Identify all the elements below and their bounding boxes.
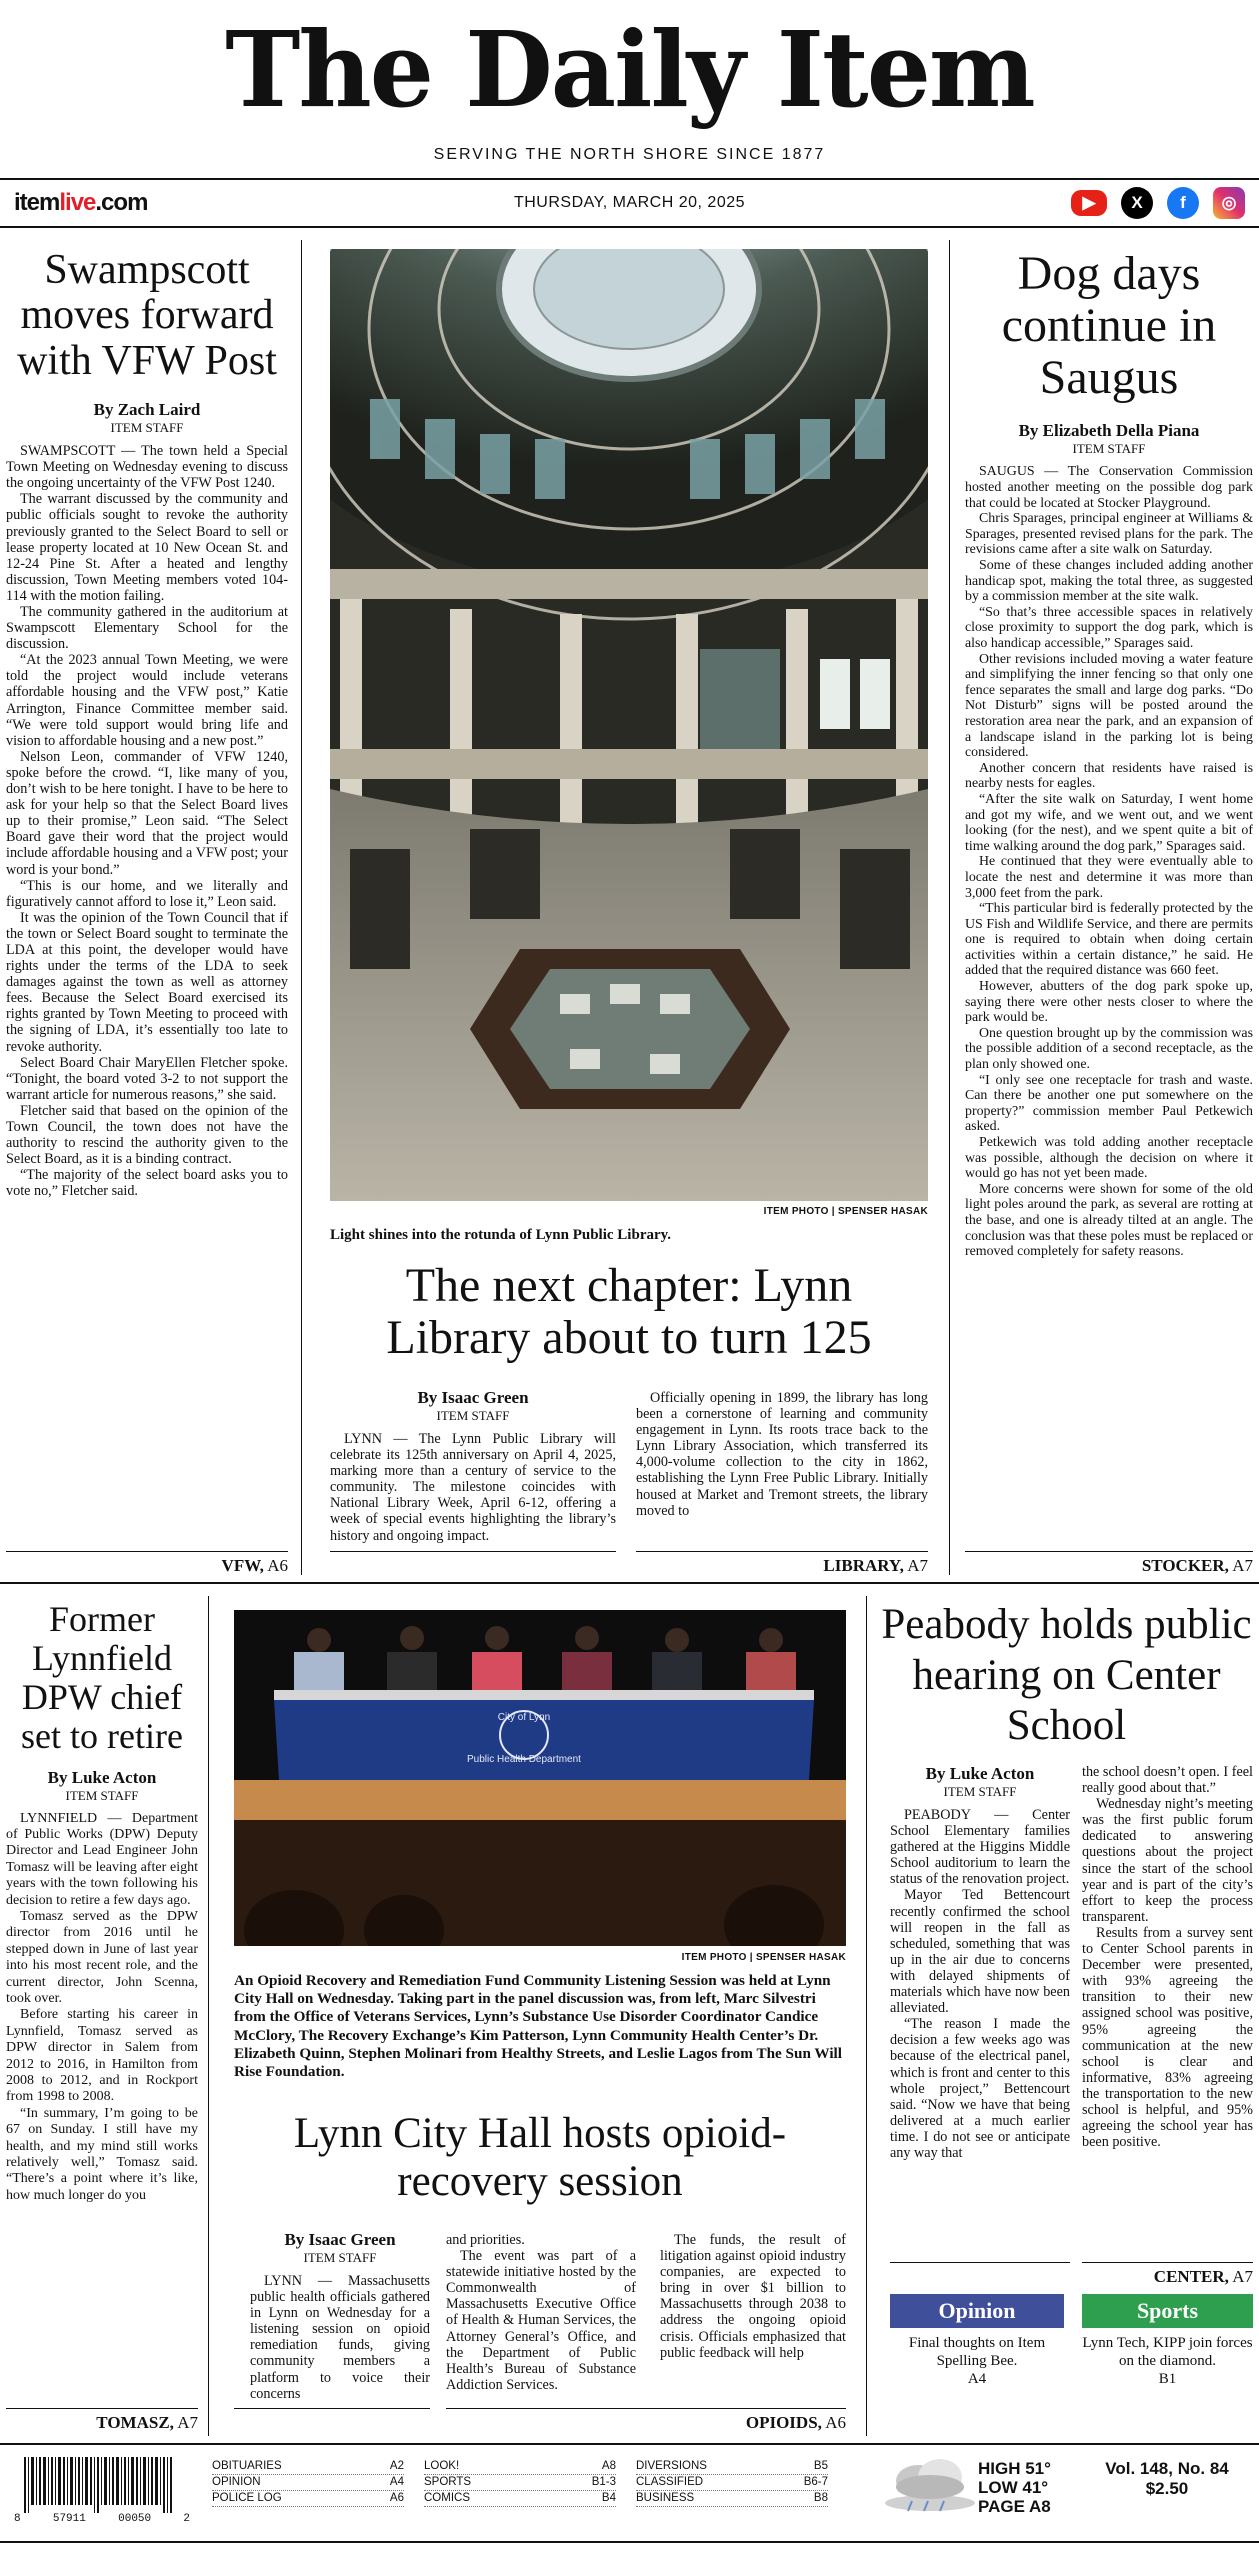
- index-column-1: [212, 2459, 404, 2507]
- story-body: LYNNFIELD — Department of Public Works (DPW) Deputy Director and Lead Engineer John Tomasz will be leaving after eight years with the town following his decision to retire a few days ago. Tomasz served as the DPW director from 2016 until he stepped down in June of last year into his most recent role, and the current director, John Scenna, took over. Before starting his career in Lynnfield, Tomasz served as DPW director in Salem from 2012 to 2016, in Hamilton from 2008 to 2012, and in Rockport from 1998 to 2008. “In summary, I’m going to be 67 on Sunday. I still have my health, and my mind still works relatively well,” Tomasz said. “There’s a point where it’s like, how much longer do you: [6, 1810, 198, 2203]
- story-body-col2: the school doesn’t open. I feel really good about that.” Wednesday night’s meeting was the first public forum dedicated to answering questions about the project since the start of the school year and is part of the city’s effort to keep the process transparent. Results from a survey sent to Center School parents in December were presented, with 93% agreeing the transition to their new assigned school was positive, 95% agreeing the communication at the new school is clear and informative, 83% agreeing the transportation to the new school is helpful, and 95% agreeing the school year has been positive.: [1082, 1764, 1253, 2151]
- story-byline: By Isaac Green: [417, 1388, 529, 1407]
- library-rotunda-photo[interactable]: [330, 249, 928, 1201]
- index-item[interactable]: OPINION A4: [212, 2475, 404, 2491]
- opinion-box-page: A4: [967, 2371, 987, 2387]
- index-column-2: [424, 2459, 616, 2507]
- opinion-promo[interactable]: [890, 2294, 1064, 2388]
- index-item[interactable]: LOOK! A8: [424, 2459, 616, 2475]
- story-byline: By Luke Acton: [47, 1767, 157, 1787]
- story-byline: By Luke Acton: [925, 1764, 1035, 1783]
- story-dog-park: [965, 248, 1253, 1260]
- story-peabody: [880, 1600, 1253, 1752]
- sports-box-title: Sports: [1082, 2294, 1253, 2328]
- column-footer-rule: [330, 1551, 616, 1576]
- barcode-bars: [24, 2457, 174, 2513]
- story-library: [330, 1260, 928, 1364]
- story-headline[interactable]: Dog days continue in Saugus: [1001, 247, 1217, 404]
- story-staff: ITEM STAFF: [303, 2250, 377, 2265]
- index-item[interactable]: CLASSIFIED B6-7: [636, 2475, 828, 2491]
- rotunda-image: [330, 249, 928, 1201]
- story-body: SWAMPSCOTT — The town held a Special Town Meeting on Wednesday evening to discuss the ongoing uncertainty of the VFW Post 1240. The warrant discussed by the community and public officials sought to revoke the authority previously granted to the Select Board to sell or lease property located at 10 New Ocean St. and 12-24 Pine St. After a heated and lengthy discussion, Town Meeting members voted 104-114 with the motion failing. The community gathered in the auditorium at Swampscott Elementary School for the discussion. “At the 2023 annual Town Meeting, we were told the project would include veterans affordable housing and the VFW post,” Katie Arrington, Finance Committee member said. “We were told support would bring life and vision to affordable housing and a new post.” Nelson Leon, commander of VFW 1240, spoke before the crowd. “I, like many of you, don’t wish to be here tonight. I have to be here to ask for your help so that the Select Board lives up to their promise,” Leon said. “The Select Board gave their word that the project would include affordable housing and a VFW post; your word is your bond.” “This is our home, and we literally and figuratively cannot afford to lose it,” Leon said. It was the opinion of the Town Council that if the town or Select Board sought to terminate the LDA at this point, the developer would have rights under the terms of the LDA to seek damages against the town as well as attorney fees. Because the Select Board exercised its rights granted by Town Meeting to proceed with the signing of LDA, it’s essentially too late to revoke authority. Select Board Chair MaryEllen Fletcher spoke. “Tonight, the board voted 3-2 to not support the warrant article for numerous reasons,” she said. Fletcher said that based on the opinion of the Town Council, the town does not have the authority to rescind the authority given to the Select Board, as it is a binding contract. “The majority of the select board asks you to vote no,” Fletcher said.: [6, 443, 288, 1200]
- story-jump-link[interactable]: VFW, A6: [6, 1551, 288, 1576]
- story-vfw: [6, 248, 288, 1199]
- cloud-rain-icon: [880, 2453, 980, 2533]
- story-jump-link[interactable]: TOMASZ, A7: [6, 2408, 198, 2433]
- story-staff: ITEM STAFF: [110, 420, 184, 436]
- story-staff: ITEM STAFF: [436, 1408, 510, 1423]
- sports-box-text: Lynn Tech, KIPP join forces on the diamond.: [1082, 2335, 1253, 2369]
- column-divider: [949, 240, 950, 1575]
- column-footer-rule: [890, 2262, 1070, 2287]
- story-body: LYNN — Massachusetts public health officials gathered in Lynn on Wednesday for a listening session on opioid remediation funds, giving community members a platform to voice their concerns: [250, 2273, 430, 2402]
- story-staff: ITEM STAFF: [943, 1784, 1017, 1799]
- story-headline[interactable]: The next chapter: Lynn Library about to turn 125: [386, 1259, 872, 1364]
- index-item[interactable]: OBITUARIES A2: [212, 2459, 404, 2475]
- sports-box-page: B1: [1158, 2371, 1177, 2387]
- column-divider: [866, 1596, 867, 2436]
- story-jump-link[interactable]: CENTER, A7: [1082, 2262, 1253, 2287]
- sports-promo[interactable]: [1082, 2294, 1253, 2388]
- barcode: 8 57911 00050 2: [14, 2457, 184, 2517]
- index-item[interactable]: POLICE LOG A6: [212, 2491, 404, 2507]
- story-jump-link[interactable]: STOCKER, A7: [965, 1551, 1253, 1576]
- masthead-tagline: SERVING THE NORTH SHORE SINCE 1877: [433, 146, 826, 163]
- svg-text:City of Lynn: City of Lynn: [497, 1712, 551, 1723]
- column-divider: [301, 240, 302, 1575]
- photo-credit: ITEM PHOTO | SPENSER HASAK: [681, 1952, 846, 1963]
- volume-price: Vol. 148, No. 84 $2.50: [1105, 2459, 1229, 2498]
- story-byline: By Isaac Green: [284, 2230, 396, 2249]
- story-body: LYNN — The Lynn Public Library will celebrate its 125th anniversary on April 4, 2025, marking more than a century of service to the community. The milestone coincides with National Library Week, April 6-12, offering a week of special events highlighting the library’s history and ongoing impact.: [330, 1431, 616, 1544]
- story-dpw: [6, 1600, 198, 2204]
- facebook-icon[interactable]: f: [1167, 187, 1199, 219]
- index-column-3: [636, 2459, 828, 2507]
- story-body-col3: The funds, the result of litigation against opioid industry companies, are expected to bring in over $1 billion to Massachusetts through 2038 to address the ongoing opioid crisis. Officials emphasized that public feedback will help: [660, 2232, 846, 2361]
- opioid-panel-photo[interactable]: [234, 1610, 846, 1946]
- issue-date: THURSDAY, MARCH 20, 2025: [513, 194, 746, 211]
- story-opioid: [234, 2110, 846, 2206]
- column-footer-rule: [234, 2408, 430, 2433]
- youtube-icon[interactable]: ▶: [1071, 190, 1107, 216]
- social-links: [1071, 187, 1245, 219]
- opinion-box-text: Final thoughts on Item Spelling Bee.: [908, 2335, 1046, 2369]
- story-body: SAUGUS — The Conservation Commission hosted another meeting on the possible dog park that could be located at Stocker Playground. Chris Sparages, principal engineer at Williams & Sparages, presented revised plans for the park. The revisions came after a site walk on Saturday. Some of these changes included adding another handicap spot, making the total three, as suggested by a commission member at the site walk. “So that’s three accessible spaces in relatively close proximity to support the dog park, which is also handicap accessible,” Sparages said. Other revisions included moving a water feature and simplifying the inner fencing so that only one fence separates the small and large dog parks. “Do Not Disturb” signs will be posted around the restoration area near the park, and an expansion of a landscape island in the parking lot is being considered. Another concern that residents have raised is nearby nests for eagles. “After the site walk on Saturday, I went home and got my wife, and we went out, and we went looking (for the nest), and we spent quite a bit of time walking around the dog park,” Sparages said. He continued that they were eventually able to locate the nest and determine it was more than 3,000 feet from the park. “This particular bird is federally protected by the US Fish and Wildlife Service, and there are permits one is required to obtain when doing certain activities within a certain distance,” he said. He added that the required distance was 660 feet. However, abutters of the dog park spoke up, saying there were other nests closer to where the park would be. One question brought up by the commission was the possible addition of a second receptacle, as the plan only showed one. “I only see one receptacle for trash and waste. Can there be another one put somewhere on the property?” commission member Paul Petkewich asked. Petkewich was told adding another receptacle was possible, although the decision on where it would go has not yet been made. More concerns were shown for some of the old light poles around the park, as several are rotting at the base, and one is already tilted at an angle. The conclusion was that these poles must be replaced or removed completely for safety reasons.: [965, 464, 1253, 1260]
- section-divider: [0, 1582, 1259, 1584]
- weather-forecast[interactable]: HIGH 51° LOW 41° PAGE A8: [978, 2459, 1051, 2516]
- index-item[interactable]: DIVERSIONS B5: [636, 2459, 828, 2475]
- story-body-col2: Officially opening in 1899, the library has long been a cornerstone of learning and community engagement in Lynn. Its roots trace back to the Lynn Library Association, which transferred its 4,000-volume collection to the city in 1862, establishing the Lynn Free Public Library. Initially housed at Market and Tremont streets, the library moved to: [636, 1390, 928, 1519]
- info-bar: [0, 178, 1259, 228]
- website-link[interactable]: itemlive.com: [14, 189, 148, 216]
- story-headline[interactable]: Lynn City Hall hosts opioid-recovery session: [293, 2110, 787, 2206]
- index-item[interactable]: COMICS B4: [424, 2491, 616, 2507]
- index-item[interactable]: SPORTS B1-3: [424, 2475, 616, 2491]
- footer: [0, 2443, 1259, 2543]
- photo-credit: ITEM PHOTO | SPENSER HASAK: [763, 1206, 928, 1217]
- opinion-box-title: Opinion: [890, 2294, 1064, 2328]
- story-staff: ITEM STAFF: [65, 1787, 139, 1803]
- story-body: PEABODY — Center School Elementary families gathered at the Higgins Middle School auditorium to learn the status of the renovation project. Mayor Ted Bettencourt recently confirmed the school will reopen in the fall as scheduled, something that was up in the air due to concerns with delayed shipments of materials which have now been alleviated. “The reason I made the decision a few weeks ago was because of the electrical panel, which is front and center to this whole project,” Bettencourt said. “Now we have that being delivered at a much earlier time. I do not see or anticipate any way that: [890, 1807, 1070, 2161]
- story-body-col2: and priorities. The event was part of a statewide initiative hosted by the Commonwealth of Massachusetts Executive Office of Health & Human Services, the Attorney General’s Office, and the Department of Public Health’s Bureau of Substance Addiction Services.: [446, 2232, 636, 2393]
- story-jump-link[interactable]: LIBRARY, A7: [636, 1551, 928, 1576]
- story-jump-link[interactable]: OPIOIDS, A6: [446, 2408, 846, 2433]
- story-byline: By Zach Laird: [93, 400, 201, 420]
- story-headline[interactable]: Peabody holds public hearing on Center School: [881, 1601, 1252, 1750]
- x-icon[interactable]: X: [1121, 187, 1153, 219]
- story-staff: ITEM STAFF: [1072, 441, 1146, 457]
- photo-caption: An Opioid Recovery and Remediation Fund Community Listening Session was held at Lynn City Hall on Wednesday. Taking part in the panel discussion was, from left, Marc Silvestri from the Office of Veterans Services, Lynn’s Substance Use Disorder Coordinator Candice McClory, The Recovery Exchange’s Kim Patterson, Lynn Community Health Center’s Dr. Elizabeth Quinn, Stephen Molinari from Healthy Streets, and Leslie Lagos from The Sun Will Rise Foundation.: [234, 1972, 842, 2081]
- svg-text:Public Health Department: Public Health Department: [467, 1754, 581, 1765]
- story-headline[interactable]: Former Lynnfield DPW chief set to retire: [21, 1599, 183, 1756]
- column-divider: [208, 1596, 209, 2436]
- instagram-icon[interactable]: ◎: [1213, 187, 1245, 219]
- story-byline: By Elizabeth Della Piana: [1018, 421, 1200, 441]
- newspaper-title: The Daily Item: [225, 8, 1034, 131]
- masthead: [0, 0, 1259, 175]
- panel-image: [234, 1610, 846, 1946]
- story-headline[interactable]: Swampscott moves forward with VFW Post: [17, 247, 277, 384]
- index-item[interactable]: BUSINESS B8: [636, 2491, 828, 2507]
- photo-caption: Light shines into the rotunda of Lynn Public Library.: [330, 1227, 672, 1243]
